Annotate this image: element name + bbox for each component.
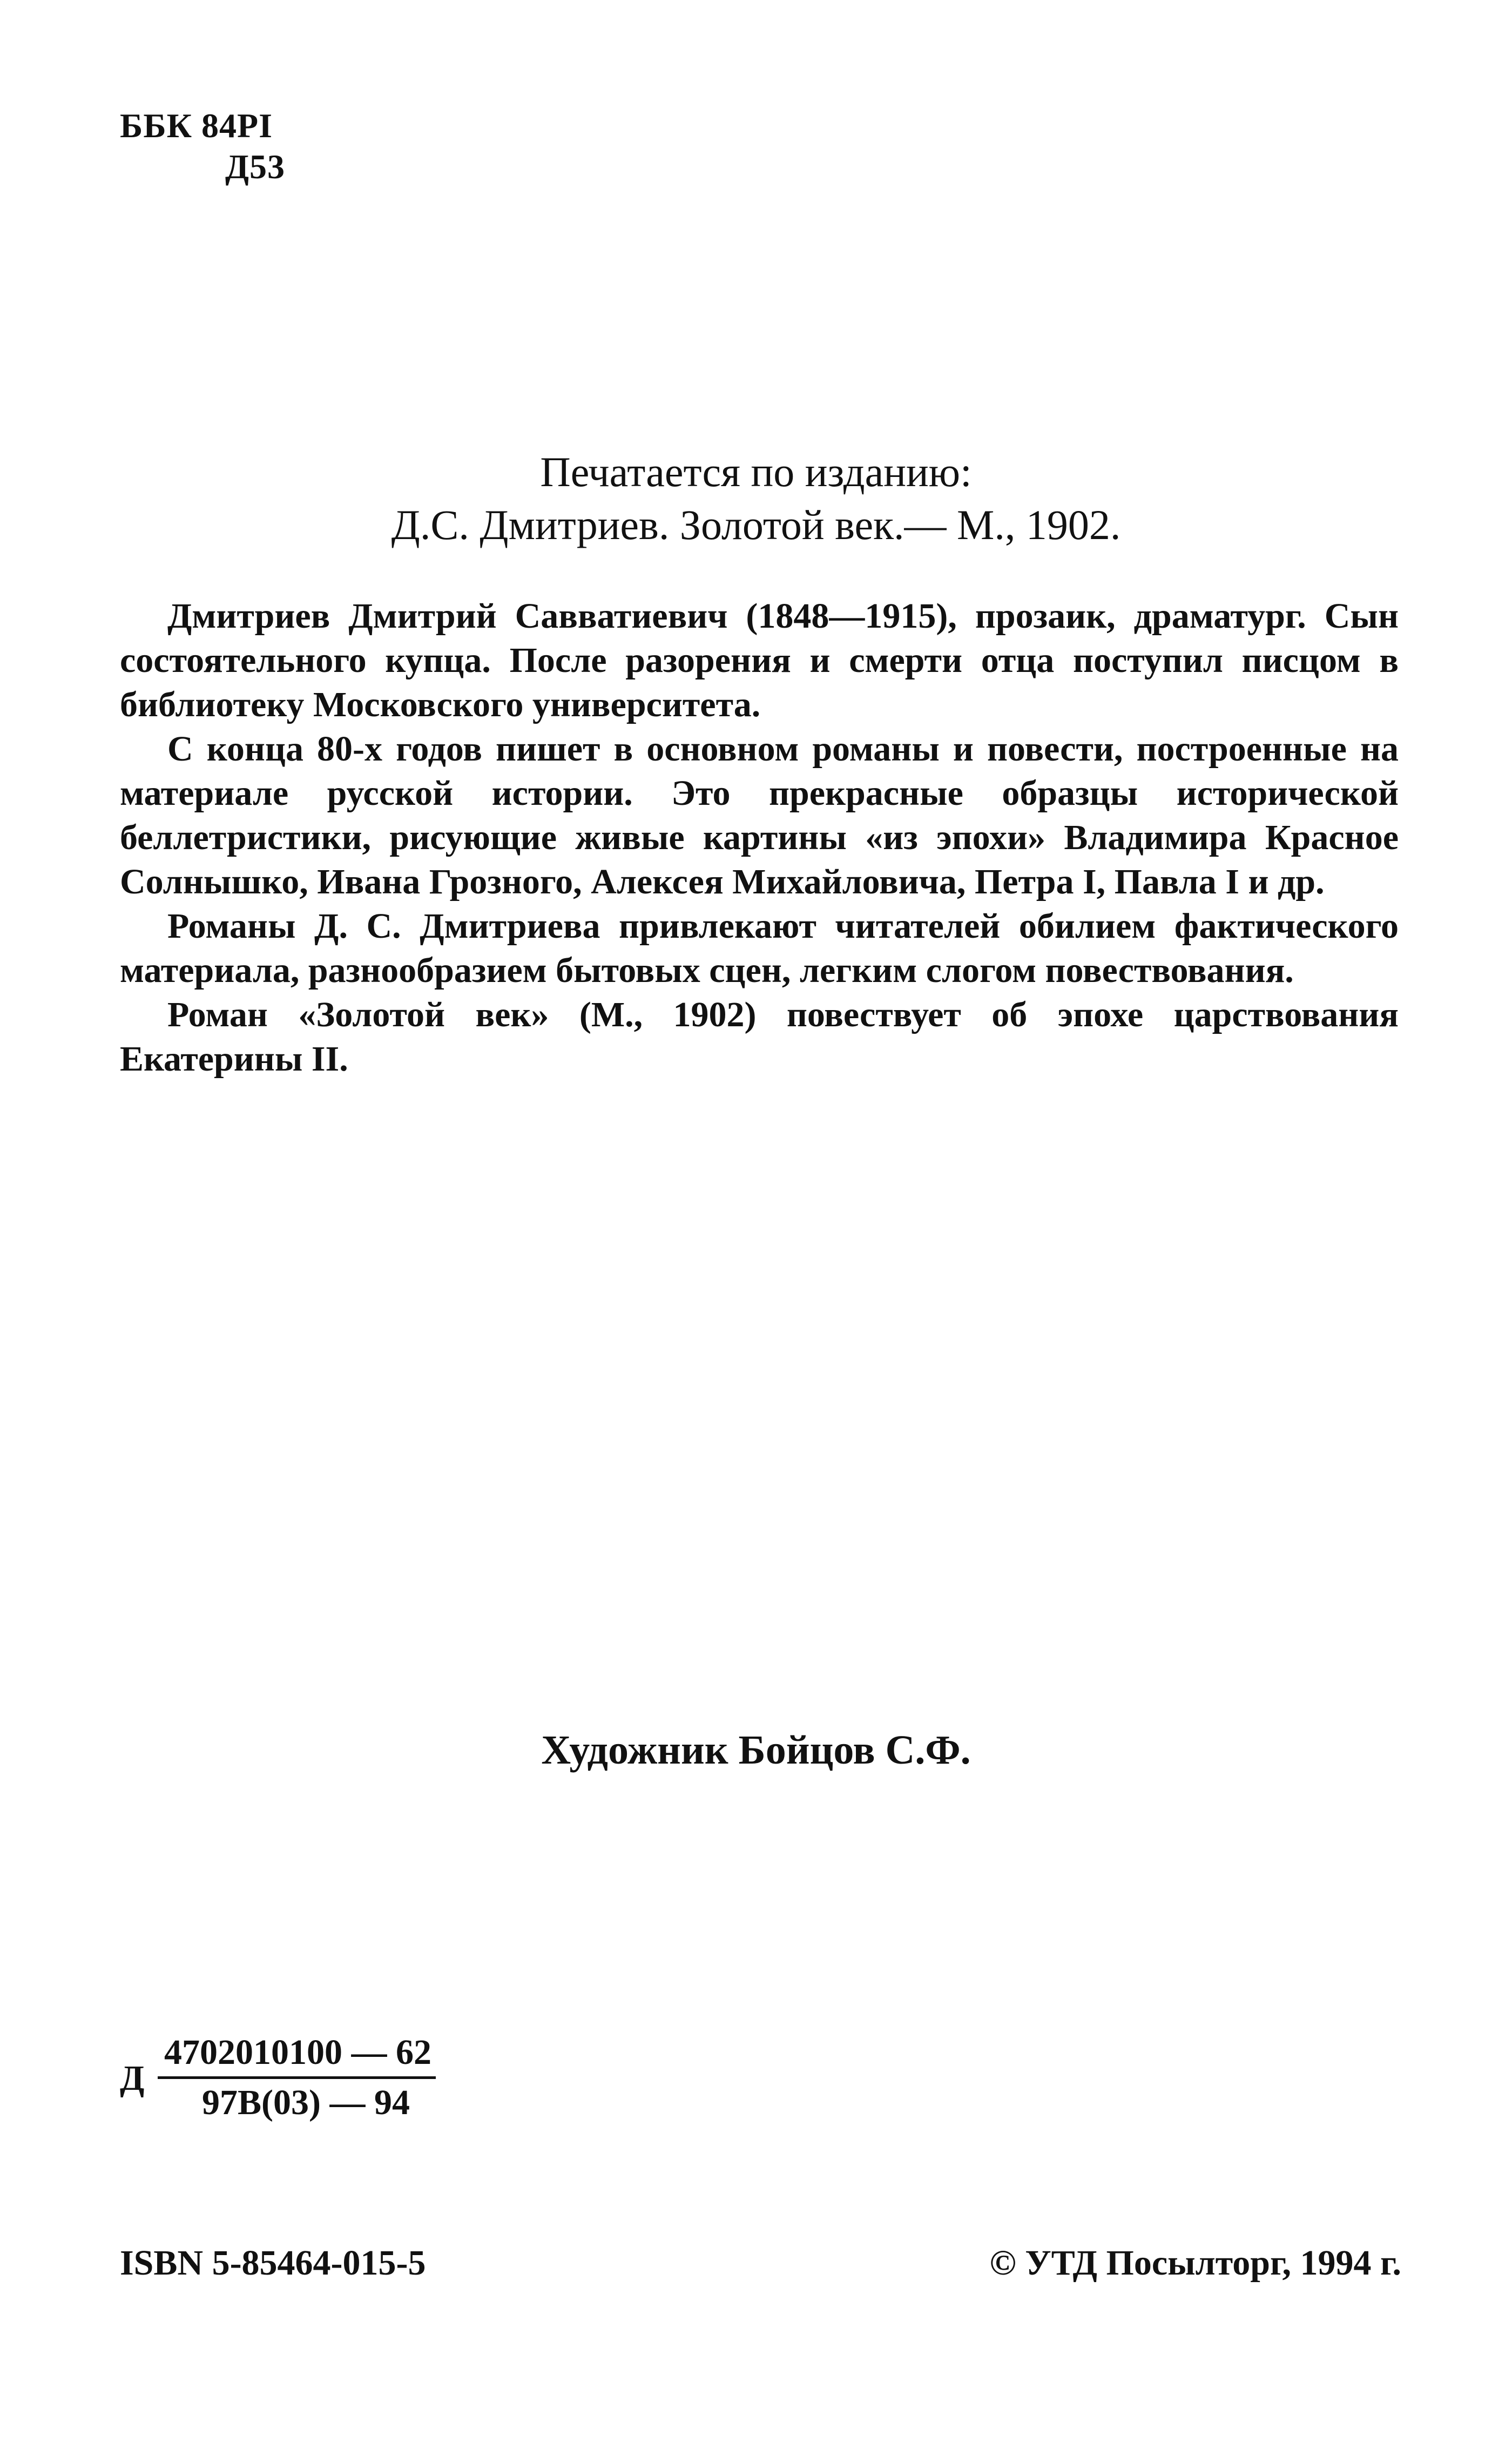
publishing-index-fraction (158, 2032, 436, 2123)
artist-credit: Художник Бойцов С.Ф. (541, 1727, 971, 1773)
annotation-paragraph: Роман «Золотой век» (М., 1902) повествует об эпохе царствования Екатерины II. (120, 995, 1399, 1079)
annotation-paragraph: Дмитриев Дмитрий Савватиевич (1848—1915), прозаик, драматург. Сын состоятельного купца. После разорения и смерти отца поступил писцом в библиотеку Московского университета. (120, 596, 1399, 724)
annotation-paragraph: Романы Д. С. Дмитриева привлекают читателей обилием фактического материала, разнообразием бытовых сцен, легким слогом повествования. (120, 906, 1399, 990)
publishing-index-letter: Д (120, 2058, 145, 2098)
bbk-code: ББК 84РІ (120, 106, 273, 145)
publishing-index-denominator: 97В(03) — 94 (202, 2083, 410, 2122)
annotation-paragraph: С конца 80-х годов пишет в основном романы и повести, построенные на материале русской истории. Это прекрасные образцы исторической беллетристики, рисующие живые картины «из эпохи» Владимира Красное Солнышко, Ивана Грозного, Алексея Михайловича, Петра I, Павла I и др. (120, 729, 1399, 902)
source-edition-note (0, 446, 1512, 551)
isbn: ISBN 5-85464-015-5 (120, 2243, 426, 2283)
author-mark: Д53 (225, 147, 286, 186)
copyright-notice: © УТД Посылторг, 1994 г. (989, 2243, 1401, 2283)
source-heading: Печатается по изданию: (540, 448, 972, 495)
source-citation: Д.С. Дмитриев. Золотой век.— М., 1902. (391, 501, 1121, 548)
annotation (120, 594, 1399, 1081)
publishing-index-numerator: 4702010100 — 62 (158, 2032, 436, 2079)
bbk-classification (120, 105, 285, 187)
